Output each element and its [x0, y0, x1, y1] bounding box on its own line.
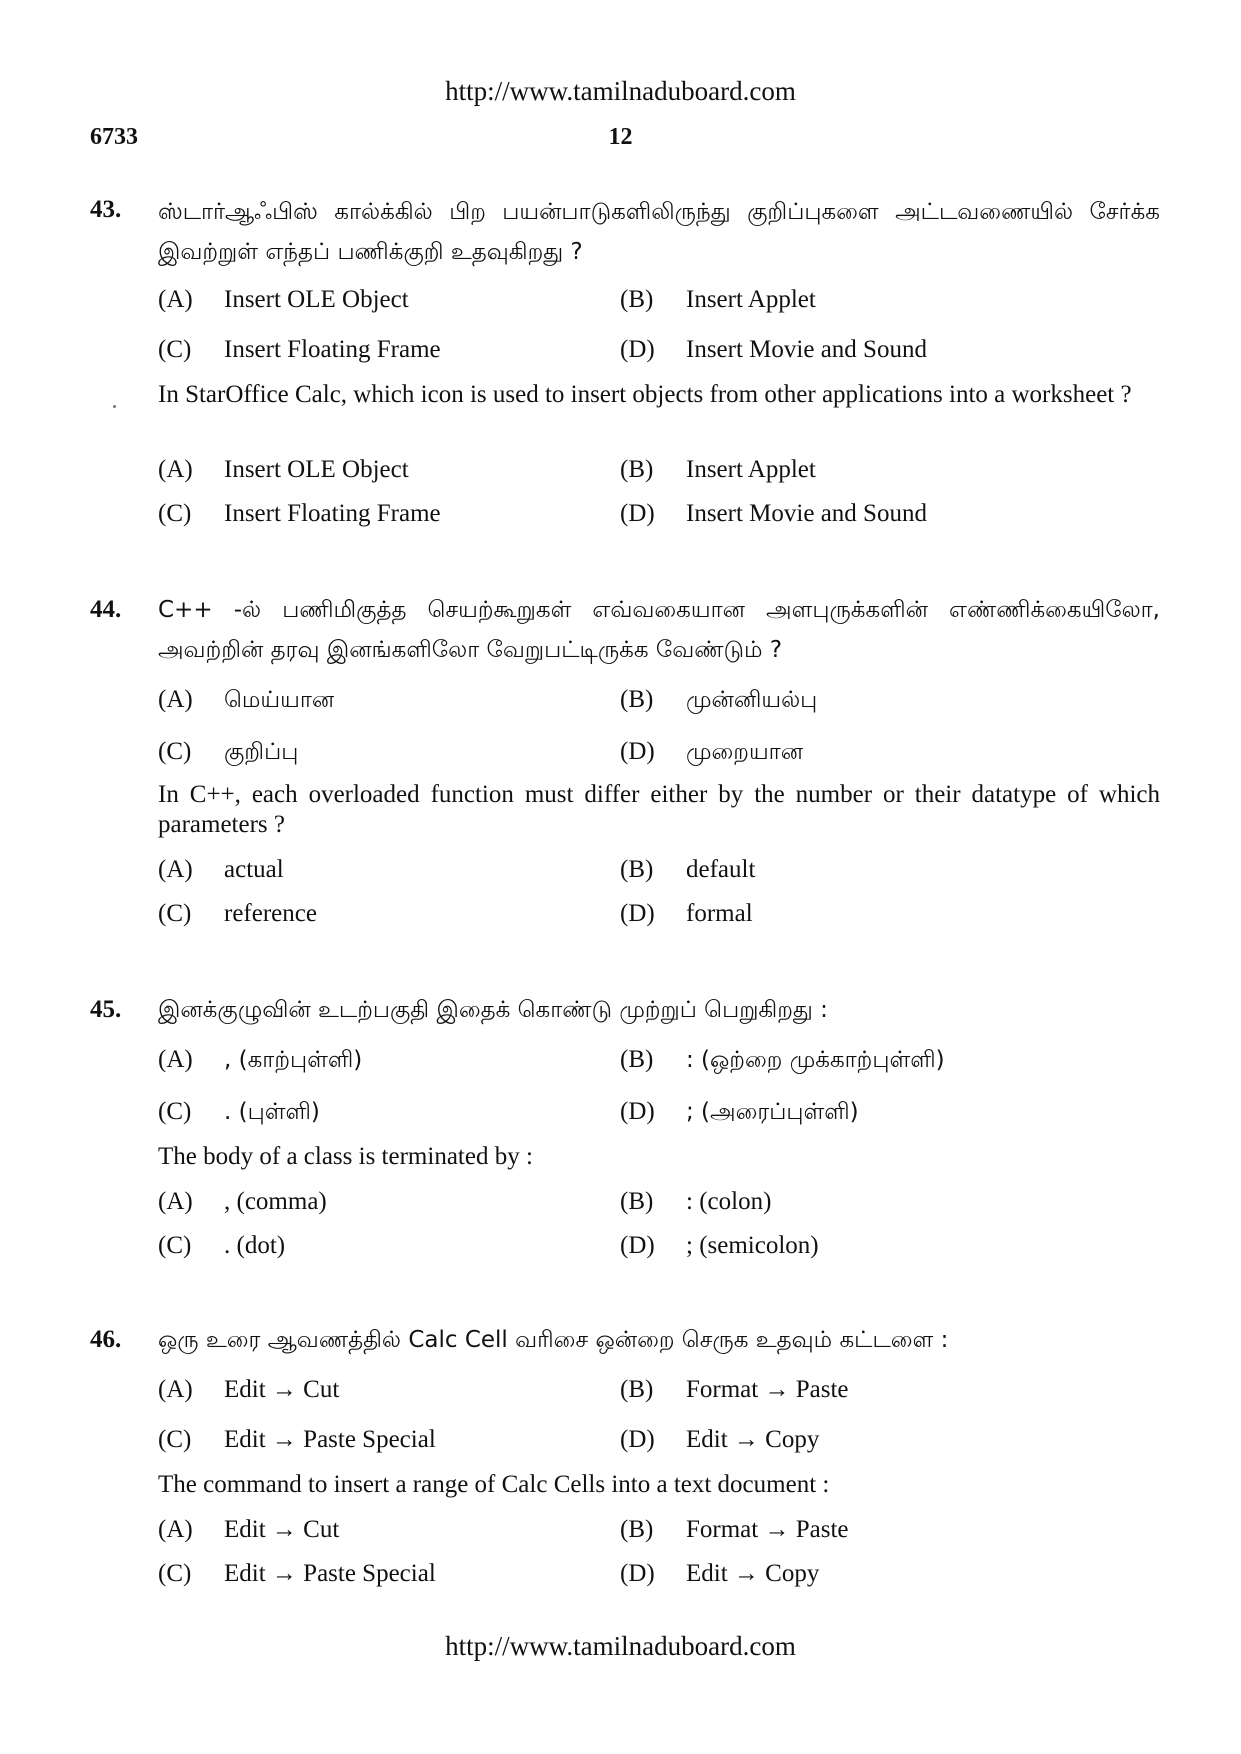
option-c-english	[158, 500, 441, 528]
option-text: Format → Paste	[686, 1516, 849, 1543]
option-b-tamil	[620, 686, 817, 716]
option-letter: (A)	[158, 856, 193, 883]
option-text: Insert Movie and Sound	[686, 336, 927, 363]
option-c-english	[158, 900, 317, 928]
option-a-english	[158, 456, 409, 484]
option-letter: (C)	[158, 1232, 192, 1259]
option-text: Insert Applet	[686, 456, 816, 483]
option-text: , (comma)	[224, 1188, 327, 1215]
option-d-tamil	[620, 336, 927, 364]
option-d-english	[620, 900, 753, 928]
option-text: Insert OLE Object	[224, 456, 409, 483]
option-letter: (B)	[620, 456, 654, 483]
option-b-english	[620, 856, 755, 884]
option-text: Edit → Paste Special	[224, 1560, 436, 1587]
option-letter: (B)	[620, 1046, 654, 1073]
option-a-tamil	[158, 286, 409, 314]
option-letter: (B)	[620, 1188, 654, 1215]
option-text: , (காற்புள்ளி)	[224, 1047, 363, 1073]
option-d-english	[620, 1560, 819, 1588]
option-a-english	[158, 1188, 327, 1216]
option-b-tamil	[620, 286, 816, 314]
option-d-tamil	[620, 1098, 859, 1128]
option-b-tamil	[620, 1376, 849, 1404]
option-d-tamil	[620, 738, 803, 768]
option-letter: (D)	[620, 500, 655, 527]
option-b-english	[620, 1516, 849, 1544]
option-letter: (A)	[158, 1046, 193, 1073]
option-letter: (D)	[620, 900, 655, 927]
option-letter: (C)	[158, 1426, 192, 1453]
question-number: 45.	[90, 996, 122, 1023]
option-c-tamil	[158, 1426, 436, 1454]
option-b-english	[620, 1188, 771, 1216]
option-a-english	[158, 1516, 339, 1544]
option-c-tamil	[158, 738, 298, 768]
option-text: formal	[686, 900, 753, 927]
option-letter: (C)	[158, 900, 192, 927]
question-number: 43.	[90, 196, 122, 223]
option-text: : (colon)	[686, 1188, 772, 1215]
question-text-english: In StarOffice Calc, which icon is used to insert objects from other applications into a worksheet ?	[158, 381, 1132, 408]
question-text-tamil: இனக்குழுவின் உடற்பகுதி இதைக் கொண்டு முற்றுப் பெறுகிறது :	[158, 997, 828, 1023]
option-letter: (B)	[620, 286, 654, 313]
question-text-english: In C++, each overloaded function must differ either by the number or their datatype of which parameters ?	[158, 781, 1160, 838]
option-b-english	[620, 456, 816, 484]
paper-code: 6733	[90, 124, 138, 150]
option-text: Insert Movie and Sound	[686, 500, 927, 527]
option-c-english	[158, 1560, 436, 1588]
option-text: . (புள்ளி)	[224, 1099, 320, 1125]
option-letter: (B)	[620, 856, 654, 883]
option-a-tamil	[158, 1046, 362, 1076]
question-text-tamil: C++ -ல் பணிமிகுத்த செயற்கூறுகள் எவ்வகையான அளபுருக்களின் எண்ணிக்கையிலோ, அவற்றின் தரவு இனங்களிலோ வேறுபட்டிருக்க வேண்டும் ?	[158, 597, 1160, 663]
option-letter: (A)	[158, 1516, 193, 1543]
header-url: http://www.tamilnaduboard.com	[445, 76, 796, 106]
option-letter: (A)	[158, 286, 193, 313]
option-letter: (D)	[620, 738, 655, 765]
option-text: Edit → Paste Special	[224, 1426, 436, 1453]
option-text: actual	[224, 856, 284, 883]
option-letter: (D)	[620, 1560, 655, 1587]
question-text-english: The body of a class is terminated by :	[158, 1143, 533, 1170]
option-text: Edit → Copy	[686, 1560, 820, 1587]
option-d-english	[620, 1232, 819, 1260]
option-text: குறிப்பு	[224, 739, 299, 765]
option-text: Format → Paste	[686, 1376, 849, 1403]
option-letter: (C)	[158, 1098, 192, 1125]
option-text: Insert Floating Frame	[224, 500, 441, 527]
option-text: Insert OLE Object	[224, 286, 409, 313]
option-letter: (D)	[620, 1232, 655, 1259]
option-a-tamil	[158, 1376, 339, 1404]
option-text: : (ஒற்றை முக்காற்புள்ளி)	[686, 1047, 945, 1073]
option-letter: (C)	[158, 1560, 192, 1587]
footer-url: http://www.tamilnaduboard.com	[445, 1631, 796, 1661]
question-text-english: The command to insert a range of Calc Cells into a text document :	[158, 1471, 830, 1498]
option-letter: (C)	[158, 336, 192, 363]
option-a-english	[158, 856, 284, 884]
option-d-english	[620, 500, 927, 528]
option-letter: (A)	[158, 1376, 193, 1403]
option-text: . (dot)	[224, 1232, 286, 1259]
question-text-tamil: ஒரு உரை ஆவணத்தில் Calc Cell வரிசை ஒன்றை செருக உதவும் கட்டளை :	[158, 1327, 949, 1353]
option-text: Edit → Cut	[224, 1516, 340, 1543]
option-text: reference	[224, 900, 317, 927]
option-text: Edit → Cut	[224, 1376, 340, 1403]
question-number: 44.	[90, 596, 122, 623]
question-number: 46.	[90, 1326, 122, 1353]
option-text: Insert Applet	[686, 286, 816, 313]
option-letter: (B)	[620, 1516, 654, 1543]
option-c-english	[158, 1232, 285, 1260]
option-text: ; (semicolon)	[686, 1232, 819, 1259]
stray-mark	[113, 405, 116, 408]
option-text: Edit → Copy	[686, 1426, 820, 1453]
option-letter: (C)	[158, 500, 192, 527]
option-d-tamil	[620, 1426, 819, 1454]
question-text-tamil: ஸ்டார்ஆஃபிஸ் கால்க்கில் பிற பயன்பாடுகளிலிருந்து குறிப்புகளை அட்டவணையில் சேர்க்க இவற்றுள் எந்தப் பணிக்குறி உதவுகிறது ?	[158, 199, 1160, 265]
option-text: மெய்யான	[224, 687, 335, 713]
option-a-tamil	[158, 686, 334, 716]
option-letter: (C)	[158, 738, 192, 765]
option-letter: (D)	[620, 1426, 655, 1453]
option-letter: (A)	[158, 1188, 193, 1215]
page-number: 12	[608, 124, 633, 150]
option-text: முறையான	[686, 739, 803, 765]
option-c-tamil	[158, 1098, 320, 1128]
option-text: முன்னியல்பு	[686, 687, 818, 713]
option-letter: (D)	[620, 336, 655, 363]
option-letter: (B)	[620, 686, 654, 713]
option-b-tamil	[620, 1046, 945, 1076]
option-letter: (B)	[620, 1376, 654, 1403]
option-text: ; (அரைப்புள்ளி)	[686, 1099, 859, 1125]
option-c-tamil	[158, 336, 441, 364]
option-letter: (A)	[158, 456, 193, 483]
option-text: Insert Floating Frame	[224, 336, 441, 363]
option-text: default	[686, 856, 756, 883]
option-letter: (D)	[620, 1098, 655, 1125]
option-letter: (A)	[158, 686, 193, 713]
